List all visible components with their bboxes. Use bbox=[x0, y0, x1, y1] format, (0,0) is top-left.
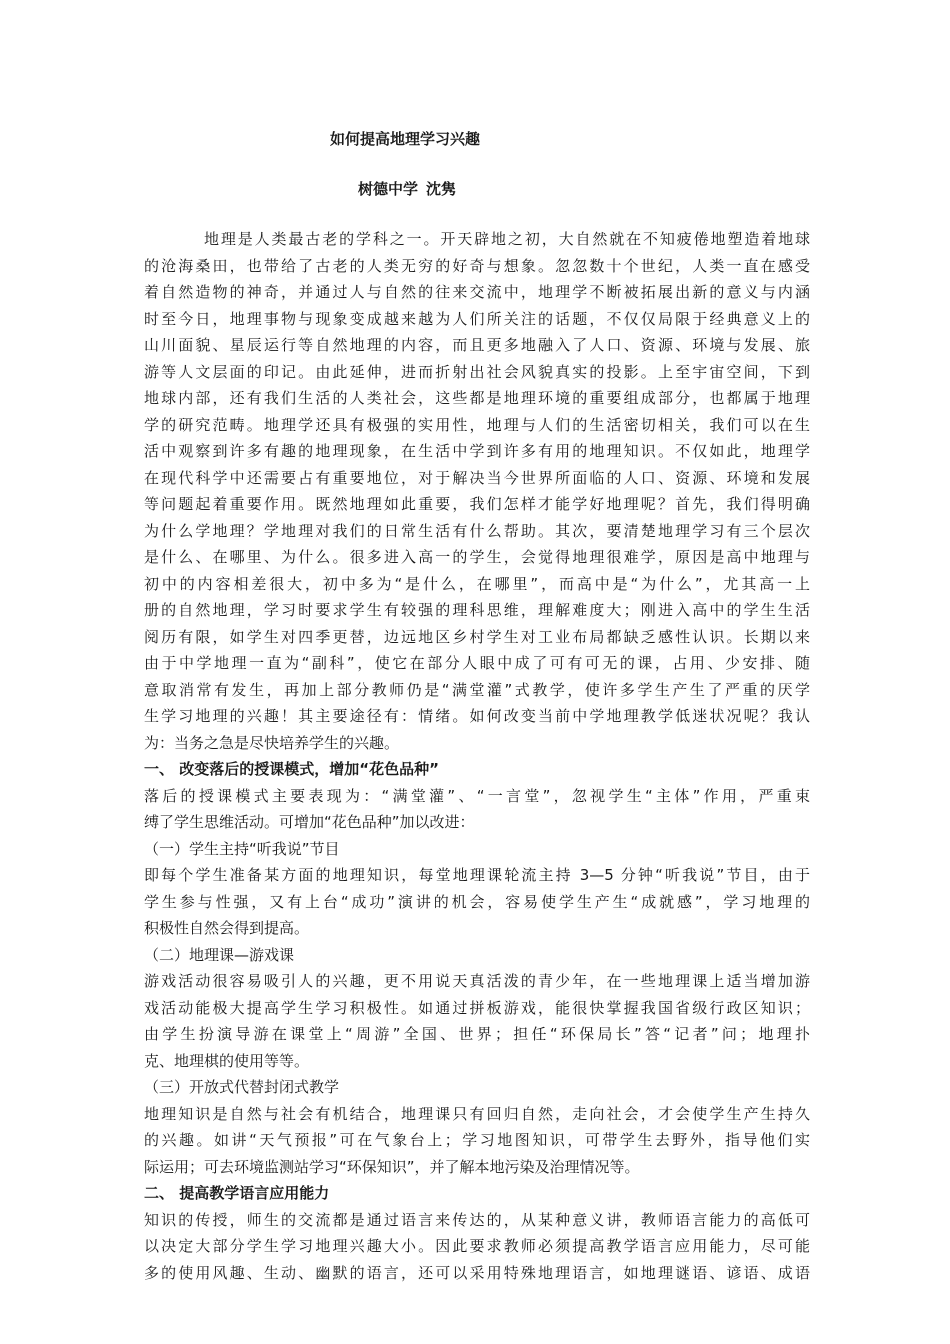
paragraph-line: 游等人文层面的印记。由此延伸，进而折射出社会风貌真实的投影。上至宇宙空间，下到 bbox=[144, 362, 810, 381]
paragraph-line: 缚了学生思维活动。可增加“花色品种”加以改进： bbox=[144, 813, 475, 831]
paragraph-line: 意取消常有发生，再加上部分教师仍是“满堂灌”式教学，使许多学生产生了严重的厌学 bbox=[144, 680, 810, 699]
paragraph-line: 山川面貌、星辰运行等自然地理的内容，而且更多地融入了人口、资源、环境与发展、旅 bbox=[144, 336, 810, 354]
subsection-heading: （三）开放式代替封闭式教学 bbox=[144, 1078, 340, 1096]
author-school: 树德中学 bbox=[358, 180, 419, 198]
paragraph-line: 落后的授课模式主要表现为：“满堂灌”、“一言堂”，忽视学生“主体”作用，严重束 bbox=[144, 786, 810, 805]
paragraph-line: 以决定大部分学生学习地理兴趣大小。因此要求教师必须提高教学语言应用能力，尽可能 bbox=[144, 1237, 810, 1255]
paragraph-line: 是什么、在哪里、为什么。很多进入高一的学生，会觉得地理很难学，原因是高中地理与 bbox=[144, 548, 810, 566]
document-body bbox=[144, 226, 810, 1286]
paragraph-line: 游戏活动很容易吸引人的兴趣，更不用说天真活泼的青少年，在一些地理课上适当增加游 bbox=[144, 972, 810, 990]
paragraph-line: 生学习地理的兴趣！其主要途径有：情绪。如何改变当前中学地理教学低迷状况呢？我认 bbox=[144, 707, 810, 725]
paragraph-line: 时至今日，地理事物与现象变成越来越为人们所关注的话题，不仅仅局限于经典意义上的 bbox=[144, 309, 810, 328]
author-name: 沈隽 bbox=[426, 180, 457, 198]
paragraph-line: 戏活动能极大提高学生学习积极性。如通过拼板游戏，能很快掌握我国省级行政区知识； bbox=[144, 998, 810, 1017]
paragraph-line: 积极性自然会得到提高。 bbox=[144, 919, 310, 937]
paragraph-line: 为什么学地理？学地理对我们的日常生活有什么帮助。其次，要清楚地理学习有三个层次 bbox=[144, 521, 810, 540]
paragraph-line: 为：当务之急是尽快培养学生的兴趣。 bbox=[144, 733, 400, 752]
paragraph-line: 册的自然地理，学习时要求学生有较强的理科思维，理解难度大；刚进入高中的学生生活 bbox=[144, 601, 810, 619]
author-line bbox=[358, 178, 456, 199]
subsection-heading: （一）学生主持“听我说”节目 bbox=[144, 839, 340, 858]
paragraph-line: 活中观察到许多有趣的地理现象，在生活中学到许多有用的地理知识。不仅如此，地理学 bbox=[144, 442, 810, 460]
subsection-heading: （二）地理课—游戏课 bbox=[144, 945, 295, 964]
section-heading: 二、 提高教学语言应用能力 bbox=[144, 1184, 330, 1202]
paragraph-line: 地理知识是自然与社会有机结合，地理课只有回归自然，走向社会，才会使学生产生持久 bbox=[144, 1104, 810, 1123]
paragraph-line: 在现代科学中还需要占有重要地位，对于解决当今世界所面临的人口、资源、环境和发展 bbox=[144, 468, 810, 487]
paragraph-line: 际运用；可去环境监测站学习“环保知识”，并了解本地污染及治理情况等。 bbox=[144, 1157, 640, 1176]
paragraph-line: 多的使用风趣、生动、幽默的语言，还可以采用特殊地理语言，如地理谜语、谚语、成语 bbox=[144, 1263, 810, 1282]
paragraph-line: 地球内部，还有我们生活的人类社会，这些都是地理环境的重要组成部分，也都属于地理 bbox=[144, 389, 810, 407]
section-heading: 一、 改变落后的授课模式，增加“花色品种” bbox=[144, 760, 439, 778]
paragraph-line: 由学生扮演导游在课堂上“周游”全国、世界；担任“环保局长”答“记者”问；地理扑 bbox=[144, 1025, 810, 1043]
paragraph-line: 的兴趣。如讲“天气预报”可在气象台上；学习地图知识，可带学生去野外，指导他们实 bbox=[144, 1131, 810, 1149]
paragraph-line: 的沧海桑田，也带给了古老的人类无穷的好奇与想象。忽忽数十个世纪，人类一直在感受 bbox=[144, 256, 810, 275]
paragraph-line: 阅历有限，如学生对四季更替，边远地区乡村学生对工业布局都缺乏感性认识。长期以来 bbox=[144, 627, 810, 646]
paragraph-line: 初中的内容相差很大，初中多为“是什么，在哪里”，而高中是“为什么”，尤其高一上 bbox=[144, 574, 810, 593]
paragraph-line: 学生参与性强，又有上台“成功”演讲的机会，容易使学生产生“成就感”，学习地理的 bbox=[144, 892, 810, 911]
paragraph-line: 克、地理棋的使用等等。 bbox=[144, 1051, 310, 1070]
paragraph-line: 着自然造物的神奇，并通过人与自然的往来交流中，地理学不断被拓展出新的意义与内涵 bbox=[144, 283, 810, 301]
paragraph-line: 地理是人类最古老的学科之一。开天辟地之初，大自然就在不知疲倦地塑造着地球 bbox=[204, 230, 810, 248]
paragraph-line: 等问题起着重要作用。既然地理如此重要，我们怎样才能学好地理呢？首先，我们得明确 bbox=[144, 495, 810, 513]
document-title: 如何提高地理学习兴趣 bbox=[330, 130, 481, 148]
paragraph-line: 学的研究范畴。地理学还具有极强的实用性，地理与人们的生活密切相关，我们可以在生 bbox=[144, 415, 810, 434]
paragraph-line: 即每个学生准备某方面的地理知识，每堂地理课轮流主持 3—5 分钟“听我说”节目，由于 bbox=[144, 866, 810, 884]
paragraph-line: 知识的传授，师生的交流都是通过语言来传达的，从某种意义讲，教师语言能力的高低可 bbox=[144, 1210, 810, 1229]
paragraph-line: 由于中学地理一直为“副科”，使它在部分人眼中成了可有可无的课，占用、少安排、随 bbox=[144, 654, 810, 672]
